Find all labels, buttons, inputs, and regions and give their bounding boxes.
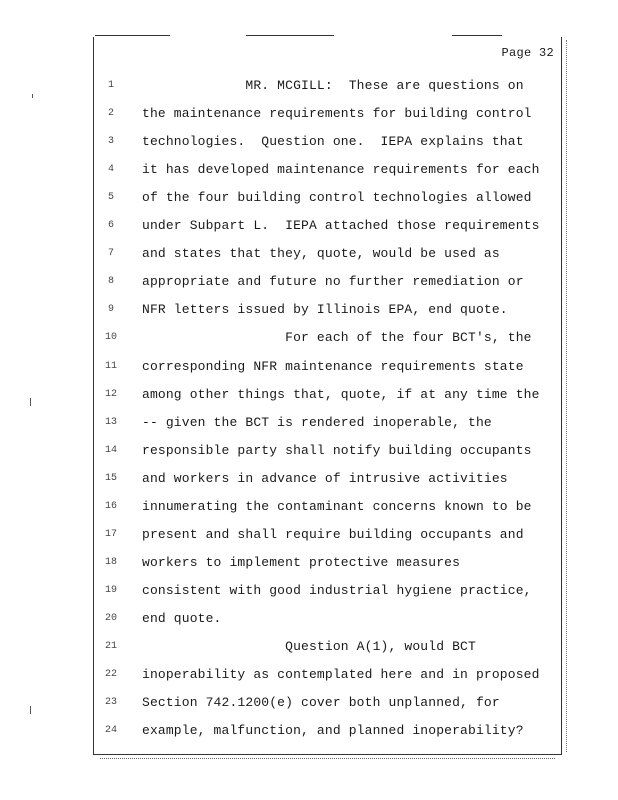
transcript-line: responsible party shall notify building occupants [142,442,532,458]
margin-mark [32,94,36,98]
top-rule-right [452,35,502,36]
transcript-line: and workers in advance of intrusive activities [142,470,508,486]
transcript-line: innumerating the contaminant concerns known to be [142,498,532,514]
line-number: 11 [104,360,117,372]
line-number: 16 [104,500,117,512]
page-frame-right [561,37,562,755]
transcript-line: of the four building control technologies allowed [142,190,532,206]
transcript-line: present and shall require building occupants and [142,526,524,542]
transcript-line: workers to implement protective measures [142,554,461,570]
line-number: 5 [107,192,114,204]
line-number: 20 [104,612,117,624]
page-frame-left [93,37,94,755]
line-number: 12 [104,388,117,400]
line-number: 13 [104,416,117,428]
transcript-line: under Subpart L. IEPA attached those requirements [142,218,540,234]
margin-mark [30,398,34,406]
line-number: 23 [104,697,117,709]
line-number: 18 [104,556,117,568]
transcript-line: among other things that, quote, if at any time the [142,386,540,402]
transcript-line: MR. MCGILL: These are questions on [142,78,524,93]
line-number: 15 [104,472,117,484]
line-number: 3 [107,136,114,148]
transcript-line: consistent with good industrial hygiene practice, [142,582,532,598]
line-number: 10 [104,332,117,344]
transcript-line: technologies. Question one. IEPA explains that [142,134,524,150]
line-number: 1 [107,80,114,91]
line-number: 24 [104,725,117,737]
transcript-line: end quote. [142,610,222,626]
transcript-line: Section 742.1200(e) cover both unplanned, for [142,695,500,711]
line-number: 17 [104,528,117,540]
margin-mark [30,706,34,714]
page-frame-right-dotted [566,40,567,752]
line-number: 4 [107,164,114,176]
transcript-line: Question A(1), would BCT [142,639,476,654]
transcript-line: -- given the BCT is rendered inoperable, the [142,414,492,430]
transcript-line: it has developed maintenance requirements for each [142,162,540,178]
line-number: 8 [107,276,114,288]
line-number: 7 [107,248,114,260]
top-rule-left [95,35,170,36]
line-number: 9 [107,304,114,316]
transcript-line: example, malfunction, and planned inoperability? [142,723,524,739]
transcript-line: the maintenance requirements for building control [142,106,532,122]
transcript-line: and states that they, quote, would be used as [142,246,500,262]
line-number: 22 [104,669,117,681]
line-number: 14 [104,444,117,456]
line-number: 21 [104,641,117,652]
page-number: Page 32 [501,46,554,60]
transcript-line: For each of the four BCT's, the [142,330,532,346]
top-rule-middle [246,35,334,36]
line-number: 6 [107,220,114,232]
line-number: 2 [107,108,114,120]
line-number: 19 [104,584,117,596]
page-frame-bottom [93,754,561,755]
transcript-line: NFR letters issued by Illinois EPA, end quote. [142,302,508,318]
transcript-line: corresponding NFR maintenance requirements state [142,358,524,374]
transcript-line: appropriate and future no further remediation or [142,274,524,290]
transcript-line: inoperability as contemplated here and in proposed [142,667,540,683]
footer-scan-noise [100,758,555,761]
